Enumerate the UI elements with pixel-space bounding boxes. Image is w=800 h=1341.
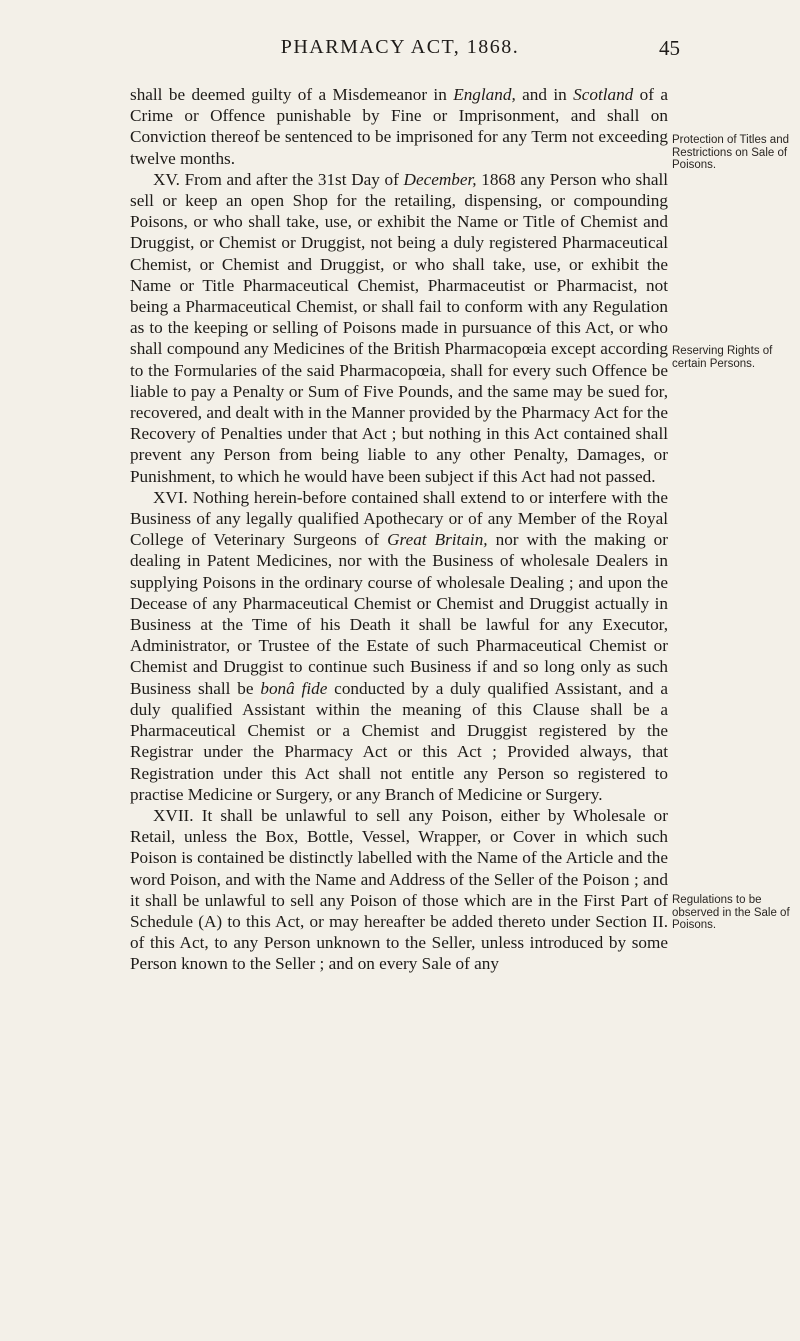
page-number: 45: [659, 36, 680, 60]
section-xvii: XVII. It shall be unlawful to sell any Poison, either by Wholesale or Retail, unless the Box, Bottle, Vessel, Wrapper, or Cover in which such Poison is contained be distinctly labelled with the Name of the Article and the word Poison, and with the Name and Address of the Seller of the Poison ; and it shall be unlawful to sell any Poison of those which are in the First Part of Schedule (A) to this Act, or may hereafter be added thereto under Section II. of this Act, to any Person unknown to the Seller, unless introduced by some Person known to the Seller ; and on every Sale of any: [130, 805, 668, 974]
latin-phrase: bonâ fide: [260, 678, 328, 698]
running-title: PHARMACY ACT, 1868.: [280, 36, 520, 58]
section-xvi: XVI. Nothing herein-before contained shall extend to or interfere with the Business of any legally qualified Apothecary or of any Member of the Royal College of Veterinary Surgeons of Great Britain, nor with the making or dealing in Patent Medicines, nor with the Business of wholesale Dealers in supplying Poisons in the ordinary course of wholesale Dealing ; and upon the Decease of any Pharmaceutical Chemist or Chemist and Druggist actually in Business at the Time of his Death it shall be lawful for any Executor, Administrator, or Trustee of the Estate of such Pharmaceutical Chemist or Chemist and Druggist to continue such Business if and so long only as such Business shall be bonâ fide conducted by a duly qualified Assistant, and a duly qualified Assistant within the meaning of this Clause shall be a Pharmaceutical Chemist or a Chemist and Druggist registered by the Registrar under the Pharmacy Act or this Act ; Provided always, that Registration under this Act shall not entitle any Person so registered to practise Medicine or Surgery, or any Branch of Medicine or Surgery.: [130, 487, 669, 804]
place-name: England,: [453, 85, 516, 104]
sidenote-regulations: Regulations to be observed in the Sale of Poisons.: [672, 894, 790, 932]
place-name: Great Britain,: [387, 530, 488, 550]
body-text: [130, 84, 668, 975]
month-name: December,: [403, 169, 477, 189]
section-xv: XV. From and after the 31st Day of December, 1868 any Person who shall sell or keep an open Shop for the retailing, dispensing, or compounding Poisons, or who shall take, use, or exhibit the Name or Title of Chemist and Druggist, or Chemist or Druggist, not being a duly registered Pharmaceutical Chemist, or Chemist and Druggist, or who shall take, use, or exhibit the Name or Title Pharmaceutical Chemist, Pharmaceutist or Pharmacist, not being a Pharmaceutical Chemist, or shall fail to conform with any Regulation as to the keeping or selling of Poisons made in pursuance of this Act, or who shall compound any Medicines of the British Pharmacopœia except according to the Formularies of the said Pharmacopœia, shall for every such Offence be liable to pay a Penalty or Sum of Five Pounds, and the same may be sued for, recovered, and dealt with in the Manner provided by the Pharmacy Act for the Recovery of Penalties under that Act ; but nothing in this Act contained shall prevent any Person from being liable to any other Penalty, Damages, or Punishment, to which he would have been subject if this Act had not passed.: [130, 169, 669, 486]
sidenote-protection-of-titles: Protection of Titles and Restrictions on Sale of Poisons.: [672, 134, 789, 172]
place-name: Scotland: [573, 85, 634, 104]
sidenote-reserving-rights: Reserving Rights of certain Persons.: [672, 345, 773, 370]
running-header: [150, 36, 680, 66]
paragraph-continuation: shall be deemed guilty of a Misdemeanor in England, and in Scotland of a Crime or Offence punishable by Fine or Imprisonment, and shall on Conviction thereof be sentenced to be imprisoned for any Term not exceeding twelve months.: [130, 85, 669, 168]
